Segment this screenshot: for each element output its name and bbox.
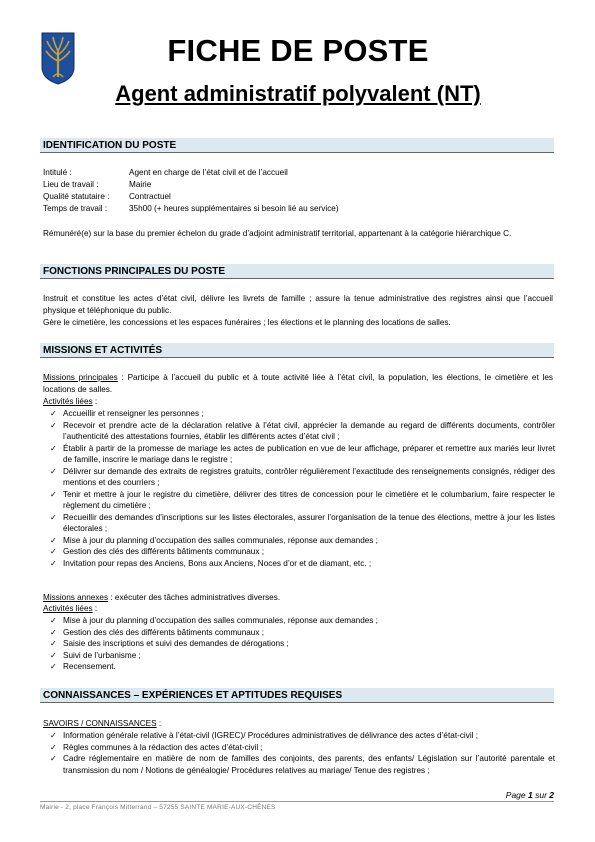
checkmark-icon: ✓ xyxy=(50,662,57,671)
list-item-text: Saisie des inscriptions et suivi des demandes de dérogations ; xyxy=(63,639,289,648)
page-number-current: 1 xyxy=(528,790,533,800)
list-item-text: Suivi de l’urbanisme ; xyxy=(63,650,141,660)
list-item-text: Recensement. xyxy=(63,662,116,671)
missions-principales-text: : Participe à l’accueil du public et à toute activité liée à l’état civil, la population, les élections, le cimetière et les locations de salles. xyxy=(43,373,553,394)
page-number-middle: sur xyxy=(532,790,550,800)
list-item xyxy=(43,535,555,547)
list-item xyxy=(43,558,555,570)
checkmark-icon: ✓ xyxy=(50,731,57,740)
section-heading-fonctions: FONCTIONS PRINCIPALES DU POSTE xyxy=(40,264,554,279)
page-number-prefix: Page xyxy=(505,790,528,800)
fonctions-paragraph-2: Gère le cimetière, les concessions et les espaces funéraires ; les élections et le planning des locations de salles. xyxy=(43,318,451,327)
checkmark-icon: ✓ xyxy=(50,650,57,660)
list-item-text: Délivrer sur demande des extraits de registres gratuits, contrôler régulièrement l’exactitude des renseignements consignés, rédiger des mentions et des courriers ; xyxy=(63,466,555,487)
page-subtitle: Agent administratif polyvalent (NT) xyxy=(115,81,481,106)
savoirs-list xyxy=(43,730,555,776)
list-item xyxy=(43,753,555,776)
missions-annexes-label: Missions annexes xyxy=(43,593,109,602)
page-number xyxy=(506,790,554,800)
savoirs-label: SAVOIRS / CONNAISSANCES xyxy=(43,719,157,728)
footer-address: Mairie - 2, place François Mitterrand – 57255 SAINTE MARIE-AUX-CHÊNES xyxy=(40,804,276,811)
list-item xyxy=(43,638,555,650)
footer-divider xyxy=(40,801,554,802)
section-heading-connaissances: CONNAISSANCES – EXPÉRIENCES ET APTITUDES REQUISES xyxy=(40,688,554,703)
activites-liees-suffix: : xyxy=(92,397,98,406)
missions-principales-label: Missions principales xyxy=(43,373,118,382)
field-value-lieu: Mairie xyxy=(129,180,152,189)
list-item xyxy=(43,443,555,466)
field-label-intitule: Intitulé : xyxy=(43,168,72,177)
field-label-lieu: Lieu de travail : xyxy=(43,180,99,189)
checkmark-icon: ✓ xyxy=(50,547,57,556)
list-item-text: Invitation pour repas des Anciens, Bons aux Anciens, Noces d’or et de diamant, etc. ; xyxy=(63,558,372,568)
activites-liees-annexes-heading xyxy=(43,603,97,615)
field-value-qualite: Contractuel xyxy=(129,192,171,201)
checkmark-icon: ✓ xyxy=(50,754,57,763)
checkmark-icon: ✓ xyxy=(50,466,57,476)
savoirs-suffix: : xyxy=(156,719,162,728)
checkmark-icon: ✓ xyxy=(50,409,57,418)
field-value-intitule: Agent en charge de l’état civil et de l’accueil xyxy=(129,168,288,177)
section-heading-missions: MISSIONS ET ACTIVITÉS xyxy=(40,343,554,358)
checkmark-icon: ✓ xyxy=(50,420,57,430)
checkmark-icon: ✓ xyxy=(50,627,57,637)
checkmark-icon: ✓ xyxy=(50,512,57,522)
coat-of-arms-icon xyxy=(41,31,75,85)
list-item xyxy=(43,615,555,627)
savoirs-heading xyxy=(43,718,161,730)
checkmark-icon: ✓ xyxy=(50,443,57,453)
list-item-text: Tenir et mettre à jour le registre du cimetière, délivrer des titres de concession pour le cimetière et le columbarium, faire respecter le règlement du cimetière ; xyxy=(63,489,555,510)
list-item xyxy=(43,742,555,754)
list-item xyxy=(43,466,555,489)
list-item xyxy=(43,420,555,443)
activites-liees-annexes-label: Activités liées xyxy=(43,604,93,613)
checkmark-icon: ✓ xyxy=(50,489,57,499)
list-item xyxy=(43,661,555,673)
activites-liees-heading xyxy=(43,396,97,408)
list-item-text: Règles communes à la rédaction des actes d’état-civil ; xyxy=(63,742,263,752)
page-title: FICHE DE POSTE xyxy=(167,33,429,68)
missions-principales-paragraph xyxy=(43,372,553,395)
checkmark-icon: ✓ xyxy=(50,742,57,752)
list-item xyxy=(43,546,555,558)
field-label-temps: Temps de travail : xyxy=(43,204,108,213)
checkmark-icon: ✓ xyxy=(50,639,57,648)
list-item-text: Mise à jour du planning d’occupation des salles communales, réponse aux demandes ; xyxy=(63,616,378,625)
list-item xyxy=(43,650,555,662)
activites-liees-annexes-suffix: : xyxy=(92,604,98,613)
list-item-text: Mise à jour du planning d’occupation des salles communales, réponse aux demandes ; xyxy=(63,535,378,545)
list-item xyxy=(43,408,555,420)
list-item xyxy=(43,730,555,742)
checkmark-icon: ✓ xyxy=(50,616,57,625)
remuneration-paragraph: Rémunéré(e) sur la base du premier échelon du grade d’adjoint administratif territorial, appartenant à la catégorie hiérarchique C. xyxy=(43,229,512,238)
missions-annexes-text: : exécuter des tâches administratives diverses. xyxy=(108,593,281,602)
list-item xyxy=(43,627,555,639)
section-heading-identification: IDENTIFICATION DU POSTE xyxy=(40,138,554,153)
checkmark-icon: ✓ xyxy=(50,558,57,568)
page-number-total: 2 xyxy=(549,790,554,800)
missions-principales-list xyxy=(43,408,555,569)
list-item-text: Recueillir des demandes d’inscriptions sur les listes électorales, assurer l’organisation de la tenue des élections, mettre à jour les listes électorales ; xyxy=(63,512,555,533)
list-item-text: Cadre réglementaire en matière de nom de familles des conjoints, des parents, des enfants/ Législation sur l’autorité parentale et transmission du nom / Notions de généalogie/ Procédures relatives au mariage/ Tenue des registres ; xyxy=(63,754,555,775)
list-item xyxy=(43,489,555,512)
activites-liees-label: Activités liées xyxy=(43,397,93,406)
list-item-text: Information générale relative à l’état-civil (IGREC)/ Procédures administratives de délivrance des actes d’état-civil ; xyxy=(63,731,479,740)
list-item xyxy=(43,512,555,535)
list-item-text: Gestion des clés des différents bâtiments communaux ; xyxy=(63,627,264,637)
field-label-qualite: Qualité statutaire : xyxy=(43,192,110,201)
missions-annexes-paragraph xyxy=(43,592,280,604)
fonctions-paragraph-1: Instruit et constitue les actes d’état civil, délivre les livrets de famille ; assure la tenue administrative des registres ainsi que l’accueil physique et téléphonique du public. xyxy=(43,294,553,315)
field-value-temps: 35h00 (+ heures supplémentaires si besoin lié au service) xyxy=(129,204,339,213)
missions-annexes-list xyxy=(43,615,555,673)
list-item-text: Accueillir et renseigner les personnes ; xyxy=(63,409,204,418)
list-item-text: Recevoir et prendre acte de la déclaration relative à l’état civil, apprécier la demande au regard de différents documents, contrôler l’authenticité des attestations fournies, établir les différents actes d’état civil ; xyxy=(63,420,555,441)
list-item-text: Établir à partir de la promesse de mariage les actes de publication en vue de leur affichage, préparer et remettre aux mariés leur livret de famille, inscrire le mariage dans le registre ; xyxy=(63,443,555,464)
checkmark-icon: ✓ xyxy=(50,535,57,545)
list-item-text: Gestion des clés des différents bâtiments communaux ; xyxy=(63,547,264,556)
